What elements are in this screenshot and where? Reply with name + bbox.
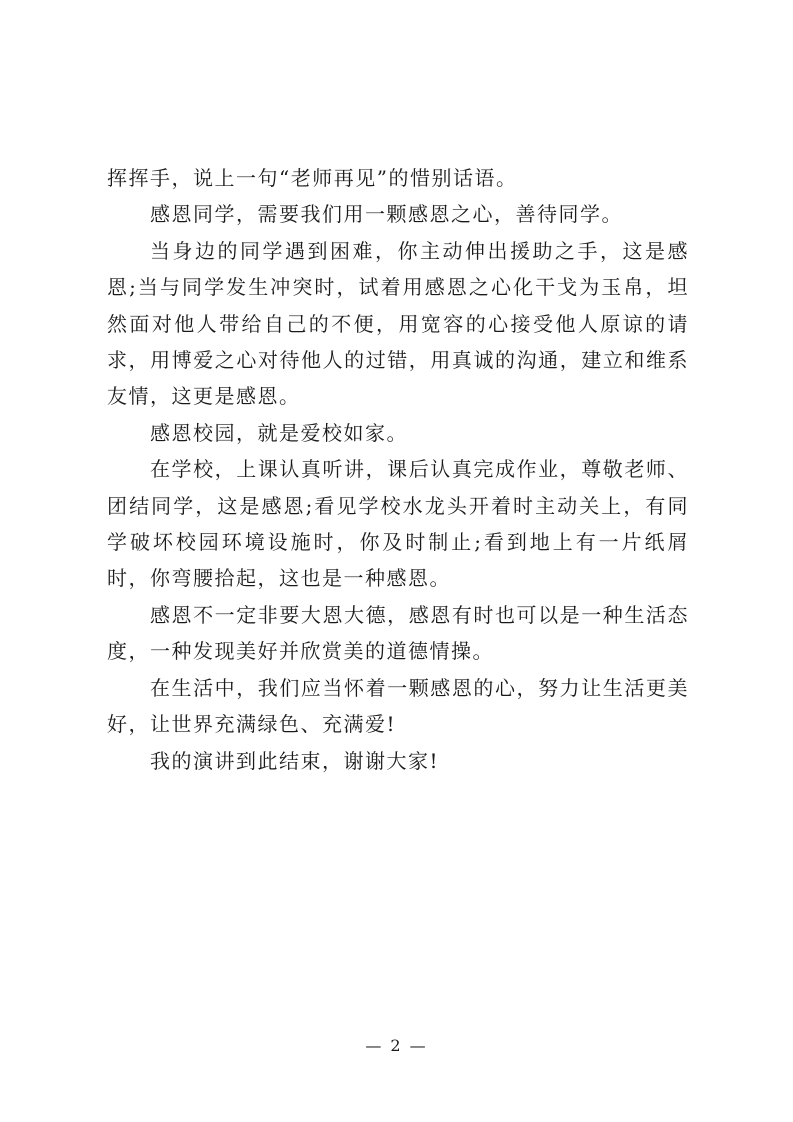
- speech-body: [107, 160, 689, 779]
- paragraph-attitude: 感恩不一定非要大恩大德，感恩有时也可以是一种生活态度，一种发现美好并欣赏美的道德情操。: [107, 602, 689, 664]
- paragraph-campus-body: 在学校，上课认真听讲，课后认真完成作业，尊敬老师、团结同学，这是感恩;看见学校水龙头开着时主动关上，有同学破坏校园环境设施时，你及时制止;看到地上有一片纸屑时，你弯腰拾起，这也是一种感恩。: [107, 457, 689, 591]
- paragraph-closing: 我的演讲到此结束，谢谢大家!: [150, 748, 440, 773]
- paragraph-continued: 挥挥手，说上一句“老师再见”的惜别话语。: [107, 166, 518, 190]
- paragraph-life: 在生活中，我们应当怀着一颗感恩的心，努力让生活更美好，让世界充满绿色、充满爱!: [107, 675, 689, 737]
- paragraph-classmates-heading: 感恩同学，需要我们用一颗感恩之心，善待同学。: [150, 202, 623, 227]
- paragraph-campus-heading: 感恩校园，就是爱校如家。: [150, 420, 408, 445]
- page-number: — 2 —: [365, 1036, 428, 1055]
- paragraph-classmates-body: 当身边的同学遇到困难，你主动伸出援助之手，这是感恩;当与同学发生冲突时，试着用感恩之心化干戈为玉帛，坦然面对他人带给自己的不便，用宽容的心接受他人原谅的请求，用博爱之心对待他人的过错，用真诚的沟通，建立和维系友情，这更是感恩。: [107, 238, 689, 409]
